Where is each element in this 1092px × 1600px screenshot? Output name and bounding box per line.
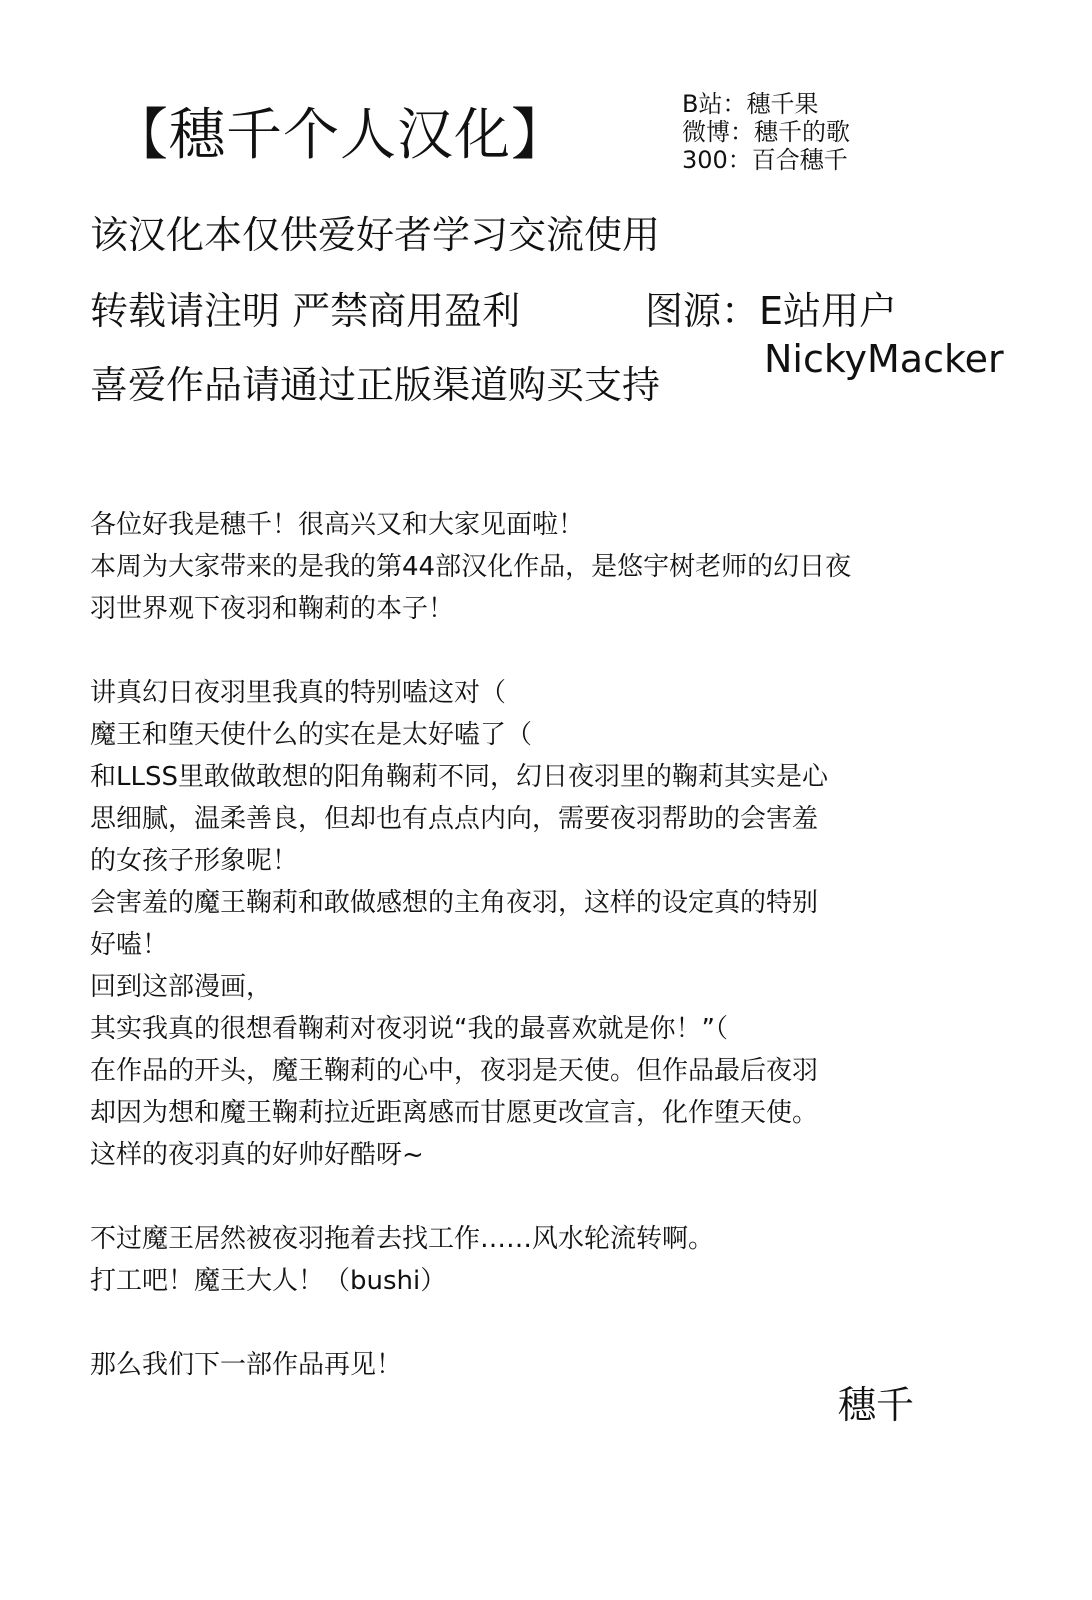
body-line: 那么我们下一部作品再见！ <box>90 1350 403 1380</box>
contact-bilibili: B站：穗千果 <box>682 90 819 118</box>
notice-line-support: 喜爱作品请通过正版渠道购买支持 <box>90 363 661 407</box>
body-line: 在作品的开头，魔王鞠莉的心中，夜羽是天使。但作品最后夜羽 <box>90 1056 819 1086</box>
body-line: 的女孩子形象呢！ <box>90 846 299 876</box>
body-line: 思细腻，温柔善良，但却也有点点内向，需要夜羽帮助的会害羞 <box>90 804 819 834</box>
body-line: 会害羞的魔王鞠莉和敢做感想的主角夜羽，这样的设定真的特别 <box>90 888 819 918</box>
body-line: 其实我真的很想看鞠莉对夜羽说“我的最喜欢就是你！”（ <box>90 1014 728 1044</box>
body-line: 不过魔王居然被夜羽拖着去找工作……风水轮流转啊。 <box>90 1224 715 1254</box>
body-line: 和LLSS里敢做敢想的阳角鞠莉不同，幻日夜羽里的鞠莉其实是心 <box>90 762 828 792</box>
image-source-user: NickyMacker <box>764 337 1004 381</box>
notice-line-usage: 该汉化本仅供爱好者学习交流使用 <box>90 213 661 257</box>
body-line <box>90 1176 1020 1218</box>
signature: 穗千 <box>838 1383 915 1427</box>
body-line: 魔王和堕天使什么的实在是太好嗑了（ <box>90 720 533 750</box>
notice-line-repost: 转载请注明 严禁商用盈利 <box>90 289 521 333</box>
body-line: 各位好我是穗千！很高兴又和大家见面啦！ <box>90 510 585 540</box>
body-line: 讲真幻日夜羽里我真的特别嗑这对（ <box>90 678 507 708</box>
afterword-text <box>90 504 1020 1386</box>
body-line: 这样的夜羽真的好帅好酷呀~ <box>90 1140 424 1170</box>
body-line: 好嗑！ <box>90 930 169 960</box>
body-line: 羽世界观下夜羽和鞠莉的本子！ <box>90 594 455 624</box>
contact-weibo: 微博：穗千的歌 <box>682 118 850 146</box>
image-source-label: 图源：E站用户 <box>645 289 898 333</box>
contact-300: 300：百合穗千 <box>682 146 848 174</box>
body-line <box>90 630 1020 672</box>
body-line: 本周为大家带来的是我的第44部汉化作品，是悠宇树老师的幻日夜 <box>90 552 852 582</box>
body-line: 打工吧！魔王大人！（bushi） <box>90 1266 447 1296</box>
body-line <box>90 1302 1020 1344</box>
page-title: 【穗千个人汉化】 <box>112 103 568 168</box>
body-line: 却因为想和魔王鞠莉拉近距离感而甘愿更改宣言，化作堕天使。 <box>90 1098 819 1128</box>
body-line: 回到这部漫画， <box>90 972 273 1002</box>
contact-info <box>682 90 850 174</box>
